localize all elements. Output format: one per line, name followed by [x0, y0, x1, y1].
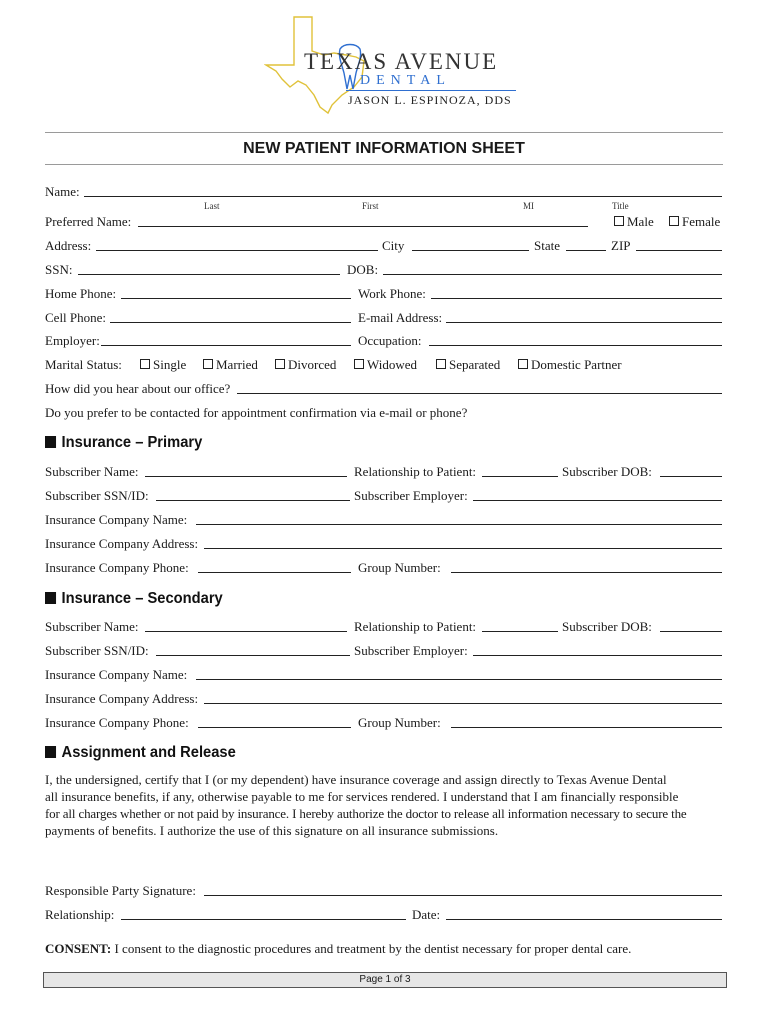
male-label: Male — [627, 214, 654, 229]
primary-company-address-label: Insurance Company Address: — [45, 536, 199, 551]
city-label: City — [382, 238, 405, 253]
primary-company-name-field[interactable] — [196, 524, 722, 525]
primary-company-phone-field[interactable] — [198, 572, 351, 573]
title-rule-top — [45, 132, 723, 133]
date-label: Date: — [412, 907, 441, 922]
secondary-subscriber-dob-field[interactable] — [660, 631, 722, 632]
secondary-company-name-field[interactable] — [196, 679, 722, 680]
section-bullet-icon — [45, 592, 56, 604]
address-label: Address: — [45, 238, 92, 253]
ssn-label: SSN: — [45, 262, 73, 277]
employer-field[interactable] — [101, 345, 351, 346]
home-phone-field[interactable] — [121, 298, 351, 299]
assignment-line-4: payments of benefits. I authorize the use of this signature on all insurance submissions. — [45, 823, 499, 838]
marital-widowed-label: Widowed — [367, 357, 418, 372]
marital-status-label: Marital Status: — [45, 357, 122, 372]
occupation-label: Occupation: — [358, 333, 422, 348]
state-field[interactable] — [566, 250, 606, 251]
state-label: State — [534, 238, 560, 253]
marital-widowed-checkbox[interactable] — [354, 357, 417, 372]
checkbox-icon — [436, 359, 446, 369]
primary-subscriber-dob-label: Subscriber DOB: — [562, 464, 652, 479]
consent-text: I consent to the diagnostic procedures and treatment by the dentist necessary for proper dental care. — [111, 941, 632, 956]
assignment-line-1: I, the undersigned, certify that I (or my dependent) have insurance coverage and assign directly to Texas Avenue Dental — [45, 772, 667, 787]
work-phone-label: Work Phone: — [358, 286, 426, 301]
email-label: E-mail Address: — [358, 310, 443, 325]
checkbox-icon — [669, 216, 679, 226]
work-phone-field[interactable] — [431, 298, 722, 299]
secondary-subscriber-dob-label: Subscriber DOB: — [562, 619, 652, 634]
marital-single-checkbox[interactable] — [140, 357, 186, 372]
first-hint: First — [362, 201, 379, 211]
secondary-relationship-label: Relationship to Patient: — [354, 619, 477, 634]
insurance-primary-heading: Insurance – Primary — [45, 434, 202, 452]
secondary-subscriber-ssn-label: Subscriber SSN/ID: — [45, 643, 149, 658]
primary-company-name-label: Insurance Company Name: — [45, 512, 188, 527]
title-rule-bottom — [45, 164, 723, 165]
primary-company-phone-label: Insurance Company Phone: — [45, 560, 189, 575]
ssn-field[interactable] — [78, 274, 340, 275]
secondary-group-number-field[interactable] — [451, 727, 722, 728]
primary-subscriber-employer-label: Subscriber Employer: — [354, 488, 468, 503]
marital-married-label: Married — [216, 357, 258, 372]
secondary-subscriber-name-field[interactable] — [145, 631, 347, 632]
primary-group-number-field[interactable] — [451, 572, 722, 573]
marital-separated-label: Separated — [449, 357, 501, 372]
secondary-subscriber-employer-label: Subscriber Employer: — [354, 643, 468, 658]
secondary-subscriber-name-label: Subscriber Name: — [45, 619, 139, 634]
relationship-field[interactable] — [121, 919, 406, 920]
secondary-group-number-label: Group Number: — [358, 715, 441, 730]
signature-label: Responsible Party Signature: — [45, 883, 196, 898]
name-field[interactable] — [84, 196, 722, 197]
practice-logo — [264, 15, 534, 115]
name-label: Name: — [45, 184, 80, 199]
consent-label: CONSENT: — [45, 941, 112, 956]
primary-subscriber-dob-field[interactable] — [660, 476, 722, 477]
cell-phone-field[interactable] — [110, 322, 351, 323]
secondary-subscriber-employer-field[interactable] — [473, 655, 722, 656]
logo-sub: DENTAL — [360, 73, 451, 88]
primary-relationship-field[interactable] — [482, 476, 558, 477]
logo-underline — [346, 90, 516, 91]
checkbox-icon — [203, 359, 213, 369]
zip-field[interactable] — [636, 250, 722, 251]
checkbox-icon — [275, 359, 285, 369]
cell-phone-label: Cell Phone: — [45, 310, 107, 325]
last-hint: Last — [204, 201, 220, 211]
marital-married-checkbox[interactable] — [203, 357, 258, 372]
primary-relationship-label: Relationship to Patient: — [354, 464, 477, 479]
referral-field[interactable] — [237, 393, 722, 394]
page-number: Page 1 of 3 — [43, 972, 727, 988]
primary-subscriber-name-field[interactable] — [145, 476, 347, 477]
secondary-company-address-label: Insurance Company Address: — [45, 691, 199, 706]
logo-name: TEXAS AVENUE — [304, 49, 499, 74]
secondary-company-name-label: Insurance Company Name: — [45, 667, 188, 682]
email-field[interactable] — [446, 322, 722, 323]
logo-doctor: JASON L. ESPINOZA, DDS — [348, 93, 512, 107]
referral-label: How did you hear about our office? — [45, 381, 231, 396]
primary-subscriber-name-label: Subscriber Name: — [45, 464, 139, 479]
assignment-line-3: for all charges whether or not paid by insurance. I hereby authorize the doctor to release all information necessary to secure the — [45, 806, 687, 821]
address-field[interactable] — [96, 250, 378, 251]
home-phone-label: Home Phone: — [45, 286, 117, 301]
marital-divorced-label: Divorced — [288, 357, 337, 372]
city-field[interactable] — [412, 250, 529, 251]
section-bullet-icon — [45, 746, 56, 758]
preferred-name-field[interactable] — [138, 226, 588, 227]
dob-label: DOB: — [347, 262, 379, 277]
section-bullet-icon — [45, 436, 56, 448]
consent-statement — [45, 941, 631, 956]
insurance-secondary-heading: Insurance – Secondary — [45, 590, 223, 608]
secondary-subscriber-ssn-field[interactable] — [156, 655, 350, 656]
primary-subscriber-employer-field[interactable] — [473, 500, 722, 501]
female-checkbox[interactable] — [669, 214, 720, 229]
signature-field[interactable] — [204, 895, 722, 896]
marital-divorced-checkbox[interactable] — [275, 357, 336, 372]
zip-label: ZIP — [611, 238, 631, 253]
primary-company-address-field[interactable] — [204, 548, 722, 549]
mi-hint: MI — [523, 201, 534, 211]
primary-subscriber-ssn-label: Subscriber SSN/ID: — [45, 488, 149, 503]
marital-domestic-partner-checkbox[interactable] — [518, 357, 622, 372]
marital-single-label: Single — [153, 357, 187, 372]
date-field[interactable] — [446, 919, 722, 920]
checkbox-icon — [140, 359, 150, 369]
male-checkbox[interactable] — [614, 214, 654, 229]
secondary-relationship-field[interactable] — [482, 631, 558, 632]
page-title: NEW PATIENT INFORMATION SHEET — [243, 140, 525, 157]
marital-separated-checkbox[interactable] — [436, 357, 500, 372]
primary-subscriber-ssn-field[interactable] — [156, 500, 350, 501]
contact-preference-label: Do you prefer to be contacted for appointment confirmation via e-mail or phone? — [45, 405, 468, 420]
title-hint: Title — [612, 201, 629, 211]
secondary-company-address-field[interactable] — [204, 703, 722, 704]
checkbox-icon — [354, 359, 364, 369]
preferred-name-label: Preferred Name: — [45, 214, 132, 229]
relationship-label: Relationship: — [45, 907, 115, 922]
assignment-line-2: all insurance benefits, if any, otherwise payable to me for services rendered. I understand that I am financially responsible — [45, 789, 679, 804]
checkbox-icon — [614, 216, 624, 226]
secondary-company-phone-field[interactable] — [198, 727, 351, 728]
secondary-company-phone-label: Insurance Company Phone: — [45, 715, 189, 730]
primary-group-number-label: Group Number: — [358, 560, 441, 575]
employer-label: Employer: — [45, 333, 100, 348]
female-label: Female — [682, 214, 721, 229]
checkbox-icon — [518, 359, 528, 369]
assignment-heading: Assignment and Release — [45, 744, 236, 762]
marital-domestic-partner-label: Domestic Partner — [531, 357, 622, 372]
occupation-field[interactable] — [429, 345, 722, 346]
dob-field[interactable] — [383, 274, 722, 275]
